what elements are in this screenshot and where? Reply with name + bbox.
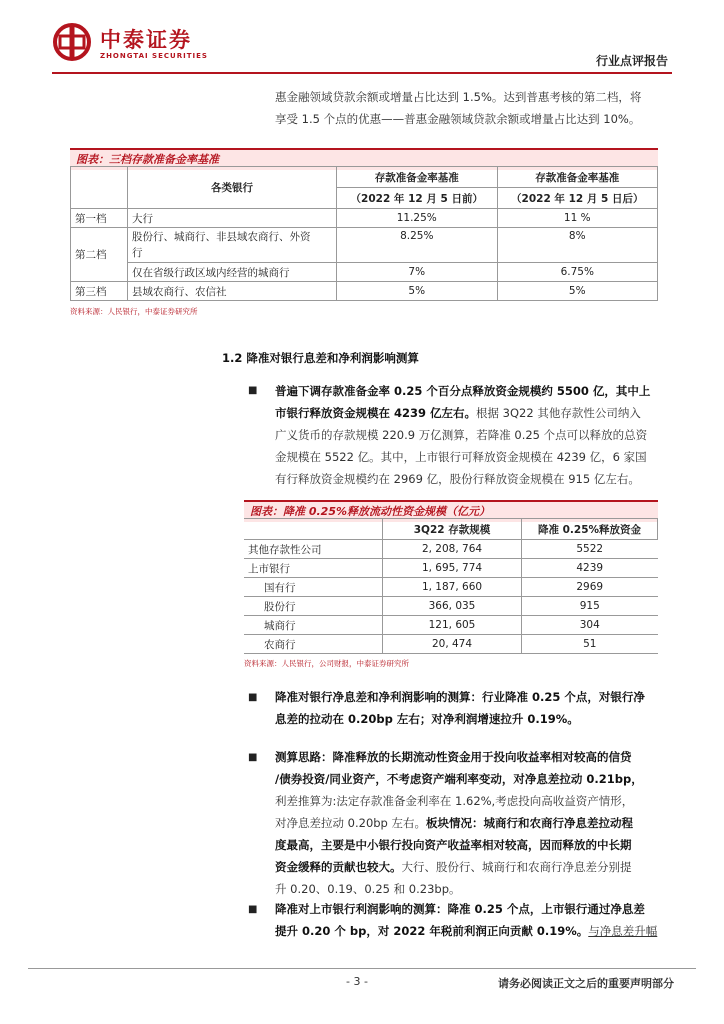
- bullet1-line-5: 有行释放资金规模约在 2969 亿，股份行释放资金规模在 915 亿左右。: [275, 472, 640, 486]
- table-header-cell: （2022 年 12 月 5 日后）: [497, 188, 658, 209]
- table-header-cell: [244, 519, 383, 540]
- table-cell: 2969: [522, 578, 658, 597]
- table-row: [244, 635, 658, 654]
- table-cell: 国有行: [244, 578, 383, 597]
- table2-title: 图表：降准 0.25%释放流动性资金规模（亿元）: [244, 500, 658, 522]
- table-cell: 县域农商行、农信社: [128, 282, 337, 301]
- table-cell: 4239: [522, 559, 658, 578]
- table-header-cell: 存款准备金率基准: [337, 167, 498, 188]
- bullet3-text-4a: 对净息差拉动 0.20bp 左右。: [275, 816, 427, 830]
- bullet-square-icon: ■: [248, 692, 258, 703]
- company-logo: [52, 22, 252, 70]
- bullet3-line-1: 测算思路：降准释放的长期流动性资金用于投向收益率相对较高的信贷: [275, 750, 632, 764]
- bullet3-paragraph: [275, 746, 695, 900]
- table-cell: 5%: [337, 282, 498, 301]
- table-cell: 8%: [497, 228, 658, 263]
- bullet3-text-6b: 大行、股份行、城商行和农商行净息差分别提: [401, 860, 632, 874]
- table-header-cell: 存款准备金率基准: [497, 167, 658, 188]
- bank-line-1: 股份行、城商行、非县域农商行、外资: [132, 231, 311, 243]
- table-cell: 第二档: [71, 228, 128, 282]
- table-header-cell: 降准 0.25%释放资金: [522, 519, 658, 540]
- table-row: [71, 209, 658, 228]
- bullet3-line-3: 利差推算为:法定存款准备金利率在 1.62%,考虑投向高收益资产情形，: [275, 794, 634, 808]
- page-number: - 3 -: [346, 975, 368, 988]
- zhongtai-logo-icon: [52, 22, 92, 62]
- bullet4-bold-2: 提升 0.20 个 bp，对 2022 年税前利润正向贡献 0.19%。: [275, 924, 589, 938]
- table-cell: 6.75%: [497, 263, 658, 282]
- table-cell: 其他存款性公司: [244, 540, 383, 559]
- bullet2-line-1: 降准对银行净息差和净利润影响的测算：行业降准 0.25 个点，对银行净: [275, 690, 645, 704]
- table-header-cell: （2022 年 12 月 5 日前）: [337, 188, 498, 209]
- bullet1-line-1: 普遍下调存款准备金率 0.25 个百分点释放资金规模约 5500 亿，其中上: [275, 384, 651, 398]
- table-row: [71, 228, 658, 263]
- table-header-cell: [71, 167, 128, 209]
- table-cell: 121, 605: [383, 616, 522, 635]
- table2-source: 资料来源：人民银行，公司财报，中泰证券研究所: [244, 659, 409, 668]
- bullet1-line-2: [275, 402, 695, 424]
- table-cell: 915: [522, 597, 658, 616]
- table-cell: 第三档: [71, 282, 128, 301]
- bullet3-line-7: 升 0.20、0.19、0.25 和 0.23bp。: [275, 882, 461, 896]
- table-cell: 304: [522, 616, 658, 635]
- bullet3-line-5: 度最高，主要是中小银行投向资产收益率相对较高，因而释放的中长期: [275, 838, 632, 852]
- table-cell: 20, 474: [383, 635, 522, 654]
- bullet3-bold-4b: 板块情况：城商行和农商行净息差拉动程: [426, 816, 634, 830]
- reserve-ratio-table: [70, 166, 658, 301]
- table-cell: 仅在省级行政区域内经营的城商行: [128, 263, 337, 282]
- intro-paragraph: [275, 86, 695, 130]
- table-row: [71, 263, 658, 282]
- bullet-square-icon: ■: [248, 904, 258, 915]
- intro-line-2: 享受 1.5 个点的优惠——普惠金融领域贷款余额或增量占比达到 10%。: [275, 112, 641, 126]
- bullet4-line-2: [275, 920, 695, 942]
- liquidity-release-table: [244, 518, 658, 654]
- bullet2-line-2: 息差的拉动在 0.20bp 左右；对净利润增速拉升 0.19%。: [275, 712, 579, 726]
- table-cell: 51: [522, 635, 658, 654]
- footer-rule: [28, 968, 696, 969]
- disclaimer-text: 请务必阅读正文之后的重要声明部分: [498, 977, 674, 990]
- table-row: [244, 540, 658, 559]
- table-cell: 大行: [128, 209, 337, 228]
- bullet1-line-4: 金规模在 5522 亿。其中，上市银行可释放资金规模在 4239 亿，6 家国: [275, 450, 647, 464]
- logo-english-text: ZHONGTAI SECURITIES: [100, 52, 208, 60]
- logo-chinese-text: 中泰证券: [100, 28, 192, 52]
- table-row: [244, 578, 658, 597]
- bullet3-line-2: /债券投资/同业资产，不考虑资产端利率变动，对净息差拉动 0.21bp，: [275, 772, 643, 786]
- bullet2-paragraph: [275, 686, 695, 730]
- table-cell: 上市银行: [244, 559, 383, 578]
- table-cell: 11.25%: [337, 209, 498, 228]
- table-cell: 8.25%: [337, 228, 498, 263]
- table-header-cell: 3Q22 存款规模: [383, 519, 522, 540]
- table-cell: [128, 228, 337, 263]
- bullet4-line-1: 降准对上市银行利润影响的测算：降准 0.25 个点，上市银行通过净息差: [275, 902, 645, 916]
- table-cell: 5522: [522, 540, 658, 559]
- table-row: [71, 282, 658, 301]
- bullet3-line-4: [275, 812, 695, 834]
- section-title: 1.2 降准对银行息差和净利润影响测算: [222, 351, 419, 365]
- table-row: [244, 597, 658, 616]
- bullet4-tail-link[interactable]: 与净息差升幅: [588, 924, 658, 938]
- table-row: [244, 559, 658, 578]
- table-cell: 11 %: [497, 209, 658, 228]
- table1-source: 资料来源：人民银行，中泰证券研究所: [70, 307, 198, 316]
- table-header-cell: 各类银行: [128, 167, 337, 209]
- bullet1-paragraph: [275, 380, 695, 490]
- table1-title: 图表：三档存款准备金率基准: [70, 148, 658, 170]
- report-type-label: 行业点评报告: [595, 54, 668, 68]
- table-header-row: [244, 519, 658, 540]
- table-cell: 7%: [337, 263, 498, 282]
- bullet3-bold-6a: 资金缓释的贡献也较大。: [275, 860, 402, 874]
- bullet-square-icon: ■: [248, 385, 258, 396]
- table-cell: 农商行: [244, 635, 383, 654]
- table-cell: 股份行: [244, 597, 383, 616]
- bullet3-line-6: [275, 856, 695, 878]
- table-cell: 366, 035: [383, 597, 522, 616]
- intro-line-1: 惠金融领域贷款余额或增量占比达到 1.5%。达到普惠考核的第二档，将: [275, 90, 642, 104]
- bullet4-paragraph: [275, 898, 695, 942]
- bullet1-bold-2: 市银行释放资金规模在 4239 亿左右。: [275, 406, 477, 420]
- table-cell: 2, 208, 764: [383, 540, 522, 559]
- bullet1-text-2: 根据 3Q22 其他存款性公司纳入: [476, 406, 641, 420]
- table-cell: 城商行: [244, 616, 383, 635]
- table-row: [244, 616, 658, 635]
- header-rule: [52, 72, 672, 74]
- bullet1-line-3: 广义货币的存款规模 220.9 万亿测算，若降准 0.25 个点可以释放的总资: [275, 428, 648, 442]
- bullet-square-icon: ■: [248, 752, 258, 763]
- table-cell: 5%: [497, 282, 658, 301]
- bank-line-2: 行: [132, 247, 143, 259]
- table-cell: 1, 187, 660: [383, 578, 522, 597]
- table-cell: 第一档: [71, 209, 128, 228]
- table-cell: 1, 695, 774: [383, 559, 522, 578]
- table-header-row: [71, 167, 658, 188]
